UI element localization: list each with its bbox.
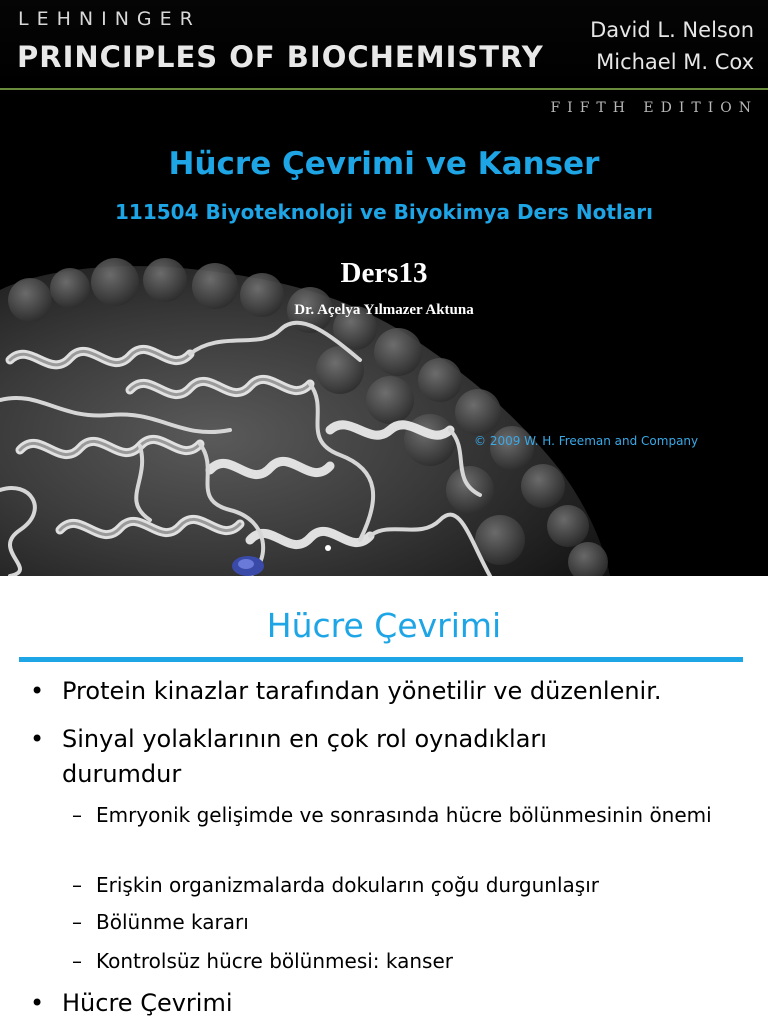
sub-bullet-item <box>72 947 762 976</box>
bullet-item <box>30 986 760 1021</box>
bullet-icon: • <box>30 677 45 705</box>
dash-icon: – <box>72 873 82 897</box>
bullet-icon: • <box>30 725 45 753</box>
header-divider <box>0 88 768 90</box>
book-header <box>0 0 768 88</box>
sub-bullet-item <box>72 908 762 937</box>
dash-icon: – <box>72 803 82 827</box>
edition-label: FIFTH EDITION <box>550 100 758 116</box>
dash-icon: – <box>72 910 82 934</box>
bullet-text: Protein kinazlar tarafından yönetilir ve düzenlenir. <box>62 677 662 705</box>
bullet-item <box>30 722 730 792</box>
sub-bullet-text: Bölünme kararı <box>96 910 249 934</box>
sub-bullet-item <box>72 871 762 900</box>
book-title: PRINCIPLES OF BIOCHEMISTRY <box>17 40 544 74</box>
bullet-icon: • <box>30 989 45 1017</box>
author-name: Michael M. Cox <box>596 50 754 74</box>
content-slide <box>0 576 768 1024</box>
bullet-text: Sinyal yolaklarının en çok rol oynadıkları durumdur <box>62 725 547 788</box>
bullet-item <box>30 674 760 709</box>
protein-structure-image <box>0 240 768 576</box>
heading-underline <box>19 657 743 662</box>
lecture-number: Ders13 <box>340 257 428 289</box>
copyright-notice: © 2009 W. H. Freeman and Company <box>474 434 699 448</box>
series-name: LEHNINGER <box>18 8 201 30</box>
sub-bullet-item <box>72 801 762 830</box>
slide-subtitle: 111504 Biyoteknoloji ve Biyokimya Ders Notları <box>115 200 653 224</box>
bullet-text: Hücre Çevrimi <box>62 989 233 1017</box>
sub-bullet-text: Emryonik gelişimde ve sonrasında hücre bölünmesinin önemi <box>96 803 712 827</box>
dash-icon: – <box>72 949 82 973</box>
instructor-name: Dr. Açelya Yılmazer Aktuna <box>294 302 474 318</box>
sub-bullet-text: Kontrolsüz hücre bölünmesi: kanser <box>96 949 454 973</box>
author-name: David L. Nelson <box>590 18 754 42</box>
sub-bullet-text: Erişkin organizmalarda dokuların çoğu durgunlaşır <box>96 873 599 897</box>
slide-heading: Hücre Çevrimi <box>266 606 502 645</box>
slide-title: Hücre Çevrimi ve Kanser <box>168 146 600 182</box>
